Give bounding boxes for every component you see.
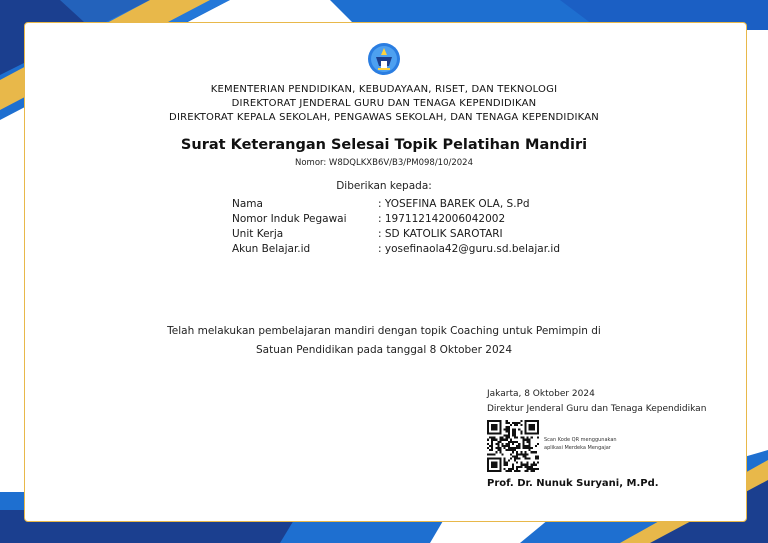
directorate-name: DIREKTORAT KEPALA SEKOLAH, PENGAWAS SEKOLAH, DAN TENAGA KEPENDIDIKAN [169, 112, 599, 123]
ministry-name: KEMENTERIAN PENDIDIKAN, KEBUDAYAAN, RISET, DAN TEKNOLOGI [210, 84, 558, 95]
certificate-title: Surat Keterangan Selesai Topik Pelatihan Mandiri [180, 137, 588, 153]
field-label: Nomor Induk Pegawai [232, 213, 347, 225]
field-label: Unit Kerja [232, 228, 284, 240]
field-value: : YOSEFINA BAREK OLA, S.Pd [378, 198, 530, 210]
given-to-label: Diberikan kepada: [336, 180, 432, 192]
statement-line-1: Telah melakukan pembelajaran mandiri dengan topik Coaching untuk Pemimpin di [167, 325, 601, 337]
directorate-general-name: DIREKTORAT JENDERAL GURU DAN TENAGA KEPENDIDIKAN [231, 98, 537, 109]
signature-place-date: Jakarta, 8 Oktober 2024 [487, 389, 595, 399]
statement-line-2: Satuan Pendidikan pada tanggal 8 Oktober 2024 [255, 344, 513, 356]
signature-position: Direktur Jenderal Guru dan Tenaga Kependidikan [487, 404, 707, 414]
qr-note-line-1: Scan Kode QR menggunakan [544, 437, 617, 443]
field-label: Nama [232, 198, 263, 210]
field-label: Akun Belajar.id [232, 243, 311, 255]
qr-code [487, 420, 539, 472]
certificate-number: Nomor: W8DQLKXB6V/B3/PM098/10/2024 [294, 158, 473, 168]
tut-wuri-handayani-logo [367, 42, 401, 76]
signer-name: Prof. Dr. Nunuk Suryani, M.Pd. [487, 478, 659, 489]
field-value: : yosefinaola42@guru.sd.belajar.id [378, 243, 560, 255]
qr-note-line-2: aplikasi Merdeka Mengajar [544, 445, 611, 451]
certificate-frame [24, 22, 747, 522]
field-value: : SD KATOLIK SAROTARI [378, 228, 503, 240]
field-value: : 197112142006042002 [378, 213, 506, 225]
